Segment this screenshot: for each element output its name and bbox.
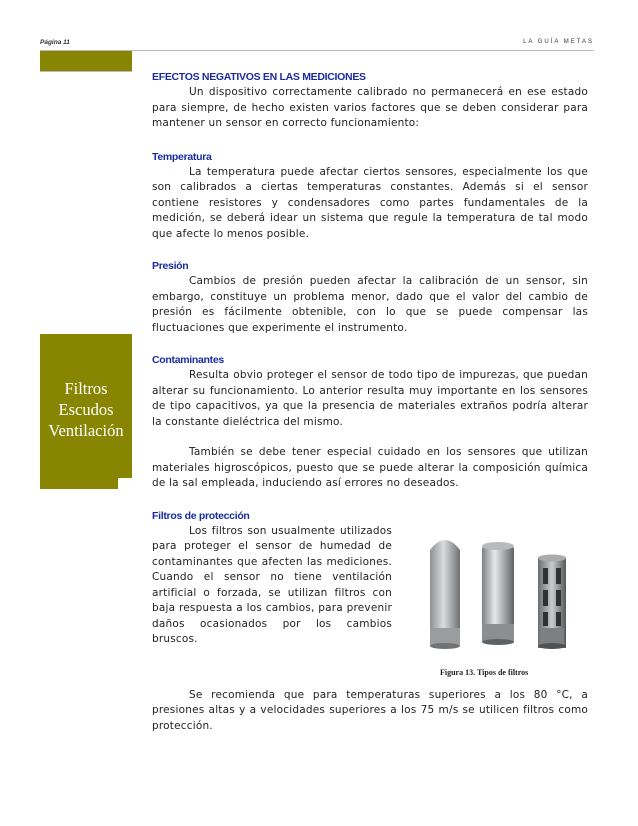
paragraph-contaminantes-2: También se debe tener especial cuidado en los sensores que utilizan materiales higroscópicos, puesto que se puede alterar la composición química de la sal empleada, induciendo así errores no deseados. <box>152 446 588 489</box>
paragraph-temperatura: La temperatura puede afectar ciertos sensores, especialmente los que son calibrados a ciertas temperaturas constantes. Además si el sensor contiene resistores y condensadores como partes fundamentales de la medición, se deberá idear un sistema que regule la temperatura de tal modo que afecte lo menos posible. <box>152 165 588 240</box>
paragraph-presion: Cambios de presión pueden afectar la calibración de un sensor, sin embargo, constituye un problema menor, dado que el valor del cambio de presión es fácilmente obtenible, con lo que se puede compensar las fluctuaciones que experimente el instrumento. <box>152 275 588 334</box>
paragraph-contaminantes-1: Resulta obvio proteger el sensor de todo tipo de impurezas, que puedan alterar su funcionamiento. Lo anterior resulta muy importante en los sensores de tipo capacitivos, ya que la presencia de materiales extraños podría alterar la constante dieléctrica del mismo. <box>152 369 588 428</box>
figure-caption: Figura 13. Tipos de filtros <box>440 668 529 677</box>
cylindrical-filter-image <box>482 542 514 645</box>
header-tab-rule <box>40 71 132 72</box>
heading-presion: Presión <box>152 260 189 272</box>
paragraph-filtros-closing: Se recomienda que para temperaturas superiores a los 80 °C, a presiones altas y a velocidades superiores a los 75 m/s se utilicen filtros como protección. <box>152 688 588 732</box>
sidebar-notch <box>118 478 132 489</box>
sidebar-topic-escudos: Escudos <box>58 400 114 419</box>
sidebar-topic-ventilacion: Ventilación <box>48 421 124 440</box>
filter-types-figure <box>410 528 588 663</box>
sidebar-topics <box>40 378 132 441</box>
slotted-filter-image <box>538 555 566 650</box>
heading-efectos: EFECTOS NEGATIVOS EN LAS MEDICIONES <box>152 71 366 83</box>
heading-temperatura: Temperatura <box>152 150 212 163</box>
sintered-filter-image <box>430 540 460 649</box>
guide-title: LA GUÍA METAS <box>523 39 594 45</box>
paragraph-filtros: Los filtros son usualmente utilizados para proteger el sensor de humedad de contaminantes que afecten las mediciones. Cuando el sensor no tiene ventilación artificial o forzada, se utilizan filtros con baja respuesta a los cambios, para prevenir daños ocasionados por los cambios bruscos. <box>152 524 392 645</box>
heading-filtros: Filtros de protección <box>152 509 250 522</box>
paragraph-efectos: Un dispositivo correctamente calibrado no permanecerá en ese estado para siempre, de hecho existen varios factores que se deben considerar para mantener un sensor en correcto funcionamiento: <box>152 86 588 129</box>
page-number: Página 11 <box>40 39 70 46</box>
sidebar-topic-filtros: Filtros <box>64 379 108 398</box>
header-tab-block <box>40 51 132 71</box>
heading-contaminantes: Contaminantes <box>152 354 224 366</box>
